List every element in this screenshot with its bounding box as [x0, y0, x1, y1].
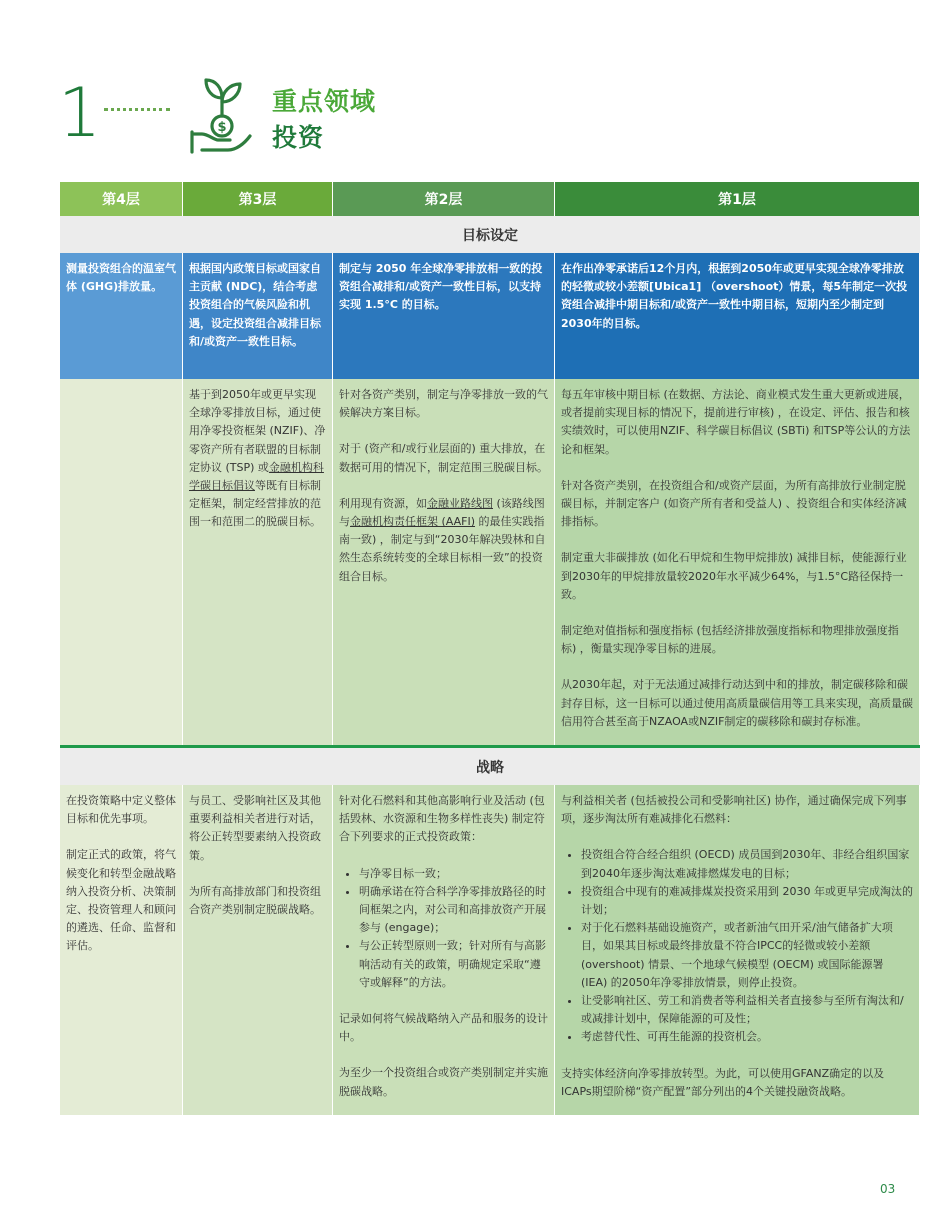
page-number: 03: [880, 1182, 896, 1196]
table-row: [60, 785, 920, 1115]
list-item: • 对于化石燃料基础设施资产，或者新油气田开采/油气储备扩大项目，如果其目标或最终排放量不符合IPCC的轻微或较小差额 (overshoot) 情景、一个地球气候模型 (OECM) 或国际能源署 (IEA) 的2050年净零排放情景，则停止投资。: [581, 919, 913, 992]
strategy-t3-cell: [183, 785, 333, 1115]
target-t3-cell-2: [183, 379, 333, 745]
paragraph: 针对各资产类别，制定与净零排放一致的气候解决方案目标。: [339, 388, 548, 420]
plant-money-hand-icon: [188, 72, 256, 158]
section-title-strategy: 战略: [60, 748, 920, 785]
paragraph: 每五年审核中期目标 (在数据、方法论、商业模式发生重大更新或进展，或者提前实现目标的情况下，提前进行审核) ，在设定、评估、报告和核实绩效时，可以使用NZIF、科学碳目标倡议 (SBTi) 和TSP等公认的方法论和框架。: [561, 388, 911, 456]
sbti-fi-link[interactable]: 金融机构科学碳目标倡议: [189, 460, 324, 493]
list-item: • 让受影响社区、劳工和消费者等利益相关者直接参与至所有淘汰和/或减排计划中，保障能源的可及性；: [581, 992, 913, 1028]
paragraph: 从2030年起，对于无法通过减排行动达到中和的排放，制定碳移除和碳封存目标，这一目标可以通过使用高质量碳信用等工具来实现，高质量碳信用符合甚至高于NZAOA或NZIF制定的碳移除和碳封存标准。: [561, 678, 913, 728]
section-title-target-setting: 目标设定: [60, 216, 920, 253]
paragraph: 对于 (资产和/或行业层面的) 重大排放，在数据可用的情况下，制定范围三脱碳目标。: [339, 442, 548, 474]
framework-table: [60, 182, 920, 1115]
strategy-t2-cell: [333, 785, 555, 1115]
bullet-list: [561, 846, 913, 1046]
target-t4-cell: 测量投资组合的温室气体 (GHG)排放量。: [60, 253, 183, 379]
section-number: 1: [58, 74, 102, 153]
target-t1-cell-2: [555, 379, 920, 745]
paragraph: 在投资策略中定义整体目标和优先事项。: [66, 794, 176, 826]
list-item: • 明确承诺在符合科学净零排放路径的时间框架之内，对公司和高排放资产开展参与 (engage)；: [359, 883, 548, 938]
list-item: • 考虑替代性、可再生能源的投资机会。: [581, 1028, 913, 1046]
list-item: • 投资组合符合经合组织 (OECD) 成员国到2030年、非经合组织国家到2040年逐步淘汰难减排燃煤发电的目标；: [581, 846, 913, 882]
tier-1-header: 第1层: [555, 182, 920, 216]
tier-3-header: 第3层: [183, 182, 333, 216]
table-row: [60, 379, 920, 745]
strategy-t1-cell: [555, 785, 920, 1115]
paragraph: 为所有高排放部门和投资组合资产类别制定脱碳战略。: [189, 884, 321, 917]
dotted-leader: [104, 108, 170, 111]
list-item: • 与公正转型原则一致；针对所有与高影响活动有关的政策，明确规定采取“遵守或解释”的方法。: [359, 937, 548, 992]
paragraph: 为至少一个投资组合或资产类别制定并实施脱碳战略。: [339, 1066, 548, 1098]
target-t1-cell: 在作出净零承诺后12个月内，根据到2050年或更早实现全球净零排放的轻微或较小差额[Ubica1] （overshoot）情景，每5年制定一次投资组合减排中期目标和/或资产一致性中期目标，短期内至少制定到2030年的目标。: [555, 253, 920, 379]
svg-text:$: $: [217, 120, 227, 135]
paragraph: [339, 495, 548, 586]
text-span: 等既有目标制定框架，制定经营排放的范围一和范围二的脱碳目标。: [189, 479, 321, 529]
list-item: • 与净零目标一致；: [359, 865, 548, 883]
paragraph: 制定正式的政策，将气候变化和转型金融战略纳入投资分析、决策制定、投资管理人和顾问的遴选、任命、监督和评估。: [66, 848, 176, 953]
paragraph: 与员工、受影响社区及其他重要利益相关者进行对话，将公正转型要素纳入投资政策。: [189, 794, 321, 862]
finance-sector-roadmap-link[interactable]: 金融业路线图: [427, 496, 493, 510]
paragraph: 与利益相关者 (包括被投公司和受影响社区) 协作，通过确保完成下列事项，逐步淘汰所有难减排化石燃料：: [561, 794, 907, 826]
target-t2-cell: 制定与 2050 年全球净零排放相一致的投资组合减排和/或资产一致性目标，以支持实现 1.5°C 的目标。: [333, 253, 555, 379]
paragraph: 记录如何将气候战略纳入产品和服务的设计中。: [339, 1012, 548, 1044]
list-item: • 投资组合中现有的难减排煤炭投资采用到 2030 年或更早完成淘汰的计划；: [581, 883, 913, 919]
table-row: [60, 253, 920, 379]
target-t3-cell: 根据国内政策目标或国家自主贡献 (NDC)，结合考虑投资组合的气候风险和机遇，设定投资组合减排目标和/或资产一致性目标。: [183, 253, 333, 379]
text-span: 的最佳实践指南一致) ，制定与到“2030年解决毁林和自然生态系统转变的全球目标相一致”的投资组合目标。: [339, 515, 546, 583]
title-investment: 投资: [272, 123, 325, 152]
tier-4-header: 第4层: [60, 182, 183, 216]
text-span: 基于到2050年或更早实现全球净零排放目标，通过使用净零投资框架 (NZIF)、净零资产所有者联盟的目标制定协议 (TSP) 或: [189, 388, 326, 474]
paragraph: 制定绝对值指标和强度指标 (包括经济排放强度指标和物理排放强度指标) ，衡量实现净零目标的进展。: [561, 624, 899, 656]
tier-header-row: [60, 182, 920, 216]
title-focus-area: 重点领域: [272, 87, 377, 116]
paragraph: 制定重大非碳排放 (如化石甲烷和生物甲烷排放) 减排目标，使能源行业到2030年的甲烷排放量较2020年水平减少64%，与1.5°C路径保持一致。: [561, 551, 907, 601]
paragraph: 针对各资产类别，在投资组合和/或资产层面，为所有高排放行业制定脱碳目标，并制定客户 (如资产所有者和受益人) 、投资组合和实体经济减排指标。: [561, 478, 907, 529]
tier-2-header: 第2层: [333, 182, 555, 216]
aafi-link[interactable]: 金融机构责任框架 (AAFI): [350, 515, 476, 529]
target-t4-empty-cell: [60, 379, 183, 745]
text-span: 利用现有资源，如: [339, 496, 427, 510]
target-t2-cell-2: [333, 379, 555, 745]
text-span: (该路线图与: [339, 496, 545, 529]
paragraph: 支持实体经济向净零排放转型。为此，可以使用GFANZ确定的以及ICAPs期望阶梯“资产配置”部分列出的4个关键投融资战略。: [561, 1066, 885, 1098]
bullet-list: [339, 865, 548, 992]
strategy-t4-cell: [60, 785, 183, 1115]
paragraph: 针对化石燃料和其他高影响行业及活动 (包括毁林、水资源和生物多样性丧失) 制定符合下列要求的正式投资政策：: [339, 794, 545, 844]
